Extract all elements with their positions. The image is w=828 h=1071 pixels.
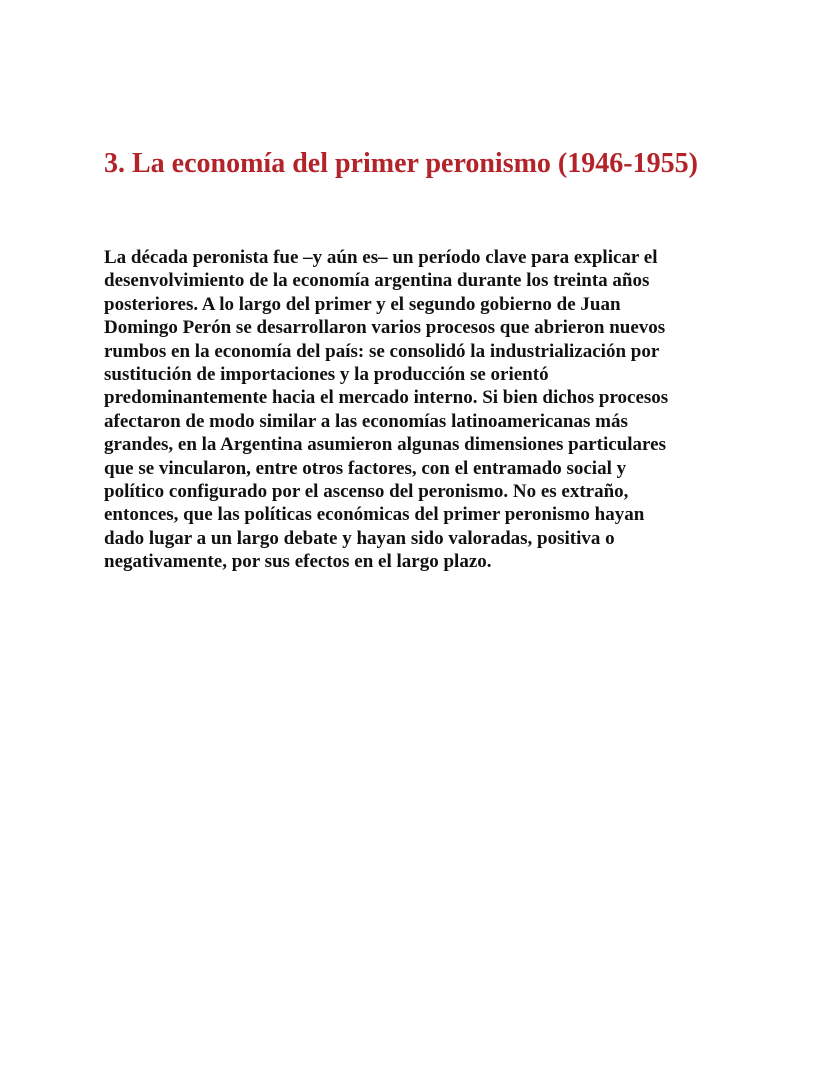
paragraph-line: dado lugar a un largo debate y hayan sido valoradas, positiva o (104, 527, 615, 549)
section-title: 3. La economía del primer peronismo (1946-1955) (104, 148, 698, 179)
paragraph-line: que se vincularon, entre otros factores, con el entramado social y (104, 457, 627, 479)
paragraph-line: La década peronista fue –y aún es– un período clave para explicar el (104, 247, 658, 268)
paragraph-line: desenvolvimiento de la economía argentina durante los treinta años (104, 270, 650, 292)
paragraph-line: grandes, en la Argentina asumieron algunas dimensiones particulares (104, 434, 666, 456)
paragraph-line: rumbos en la economía del país: se consolidó la industrialización por (104, 340, 660, 362)
paragraph-line: afectaron de modo similar a las economías latinoamericanas más (104, 410, 628, 432)
paragraph-line: político configurado por el ascenso del peronismo. No es extraño, (104, 481, 629, 503)
paragraph-line: entonces, que las políticas económicas del primer peronismo hayan (104, 504, 645, 526)
paragraph-line: Domingo Perón se desarrollaron varios procesos que abrieron nuevos (104, 317, 666, 339)
paragraph-line: predominantemente hacia el mercado interno. Si bien dichos procesos (104, 387, 669, 409)
paragraph-line: sustitución de importaciones y la producción se orientó (104, 364, 549, 386)
paragraph-line: negativamente, por sus efectos en el largo plazo. (104, 551, 492, 573)
paragraph-line: posteriores. A lo largo del primer y el segundo gobierno de Juan (104, 293, 621, 315)
body-paragraph (104, 246, 724, 574)
